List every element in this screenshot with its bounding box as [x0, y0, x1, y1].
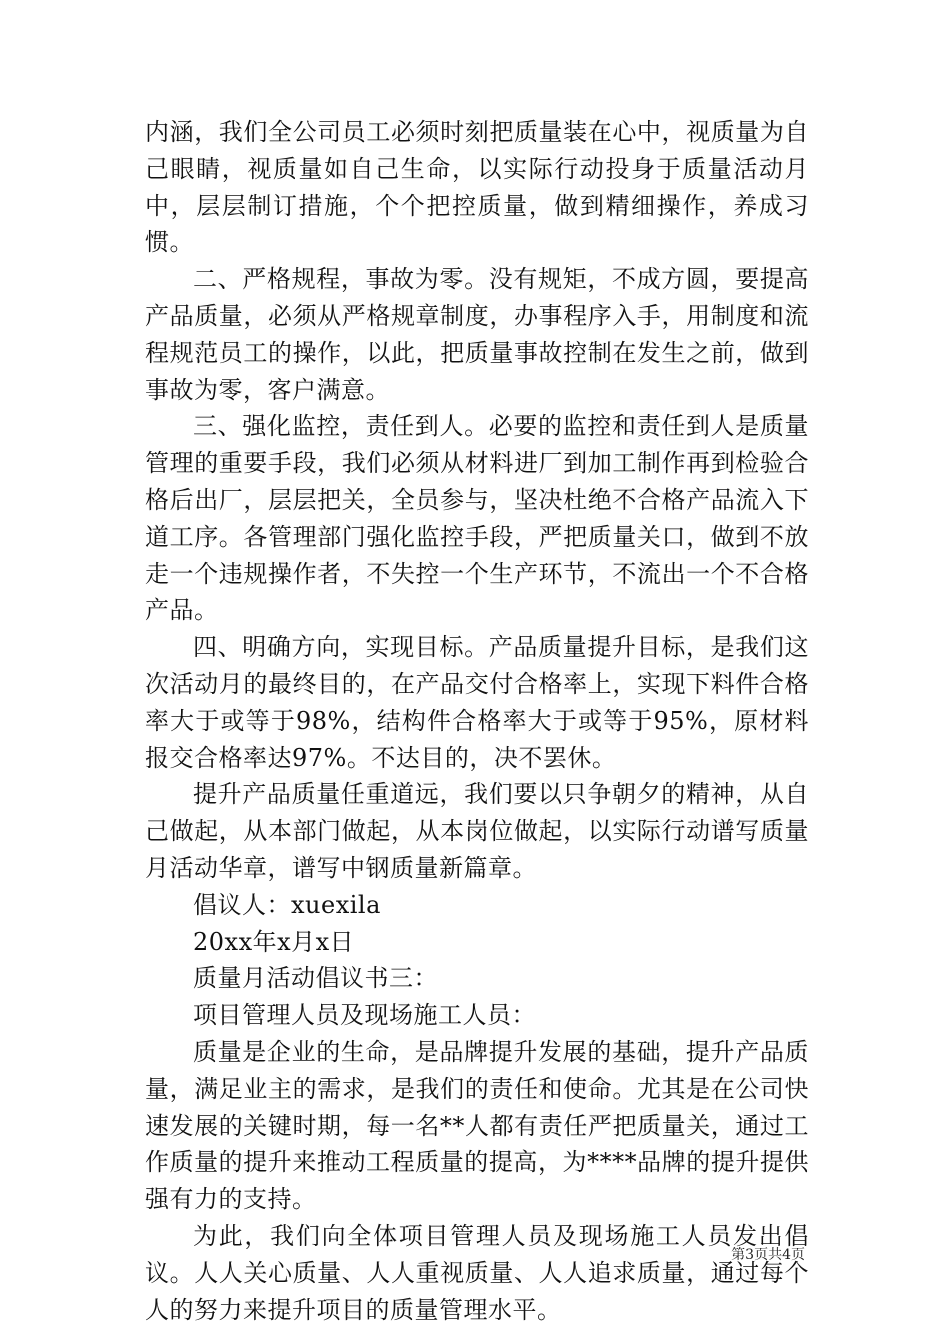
paragraph-monitoring: 三、强化监控，责任到人。必要的监控和责任到人是质量管理的重要手段，我们必须从材料进厂到加工制作再到检验合格后出厂，层层把关，全员参与，坚决杜绝不合格产品流入下道工序。各管理部门强化监控手段，严把质量关口，做到不放走一个违规操作者，不失控一个生产环节，不流出一个不合格产品。	[145, 412, 809, 625]
paragraph-quality-life: 质量是企业的生命，是品牌提升发展的基础，提升产品质量，满足业主的需求，是我们的责任和使命。尤其是在公司快速发展的关键时期，每一名**人都有责任严把质量关，通过工作质量的提升来推动工程质量的提高，为****品牌的提升提供强有力的支持。	[145, 1037, 809, 1214]
paragraph-continuation: 内涵，我们全公司员工必须时刻把质量装在心中，视质量为自己眼睛，视质量如自己生命，以实际行动投身于质量活动月中，层层制订措施，个个把控质量，做到精细操作，养成习惯。	[145, 118, 809, 257]
paragraph-conclusion: 提升产品质量任重道远，我们要以只争朝夕的精神，从自己做起，从本部门做起，从本岗位做起，以实际行动谱写质量月活动华章，谱写中钢质量新篇章。	[145, 780, 809, 882]
date-line: 20xx年x月x日	[193, 927, 355, 956]
page-footer	[731, 1246, 805, 1264]
section-title: 质量月活动倡议书三：	[193, 964, 438, 993]
page-number-label: 第3页共4页	[731, 1247, 805, 1263]
paragraph-proposal: 为此，我们向全体项目管理人员及现场施工人员发出倡议。人人关心质量、人人重视质量、人人追求质量，通过每个人的努力来提升项目的质量管理水平。	[145, 1221, 809, 1324]
proposer-line: 倡议人：xuexila	[193, 890, 381, 919]
addressee-line: 项目管理人员及现场施工人员：	[193, 1001, 536, 1030]
paragraph-targets: 四、明确方向，实现目标。产品质量提升目标，是我们这次活动月的最终目的，在产品交付合格率上，实现下料件合格率大于或等于98%，结构件合格率大于或等于95%，原材料报交合格率达97%。不达目的，决不罢休。	[145, 633, 809, 772]
paragraph-strict-rules: 二、严格规程，事故为零。没有规矩，不成方圆，要提高产品质量，必须从严格规章制度，办事程序入手，用制度和流程规范员工的操作，以此，把质量事故控制在发生之前，做到事故为零，客户满意。	[145, 265, 809, 404]
document-body	[145, 114, 809, 1328]
